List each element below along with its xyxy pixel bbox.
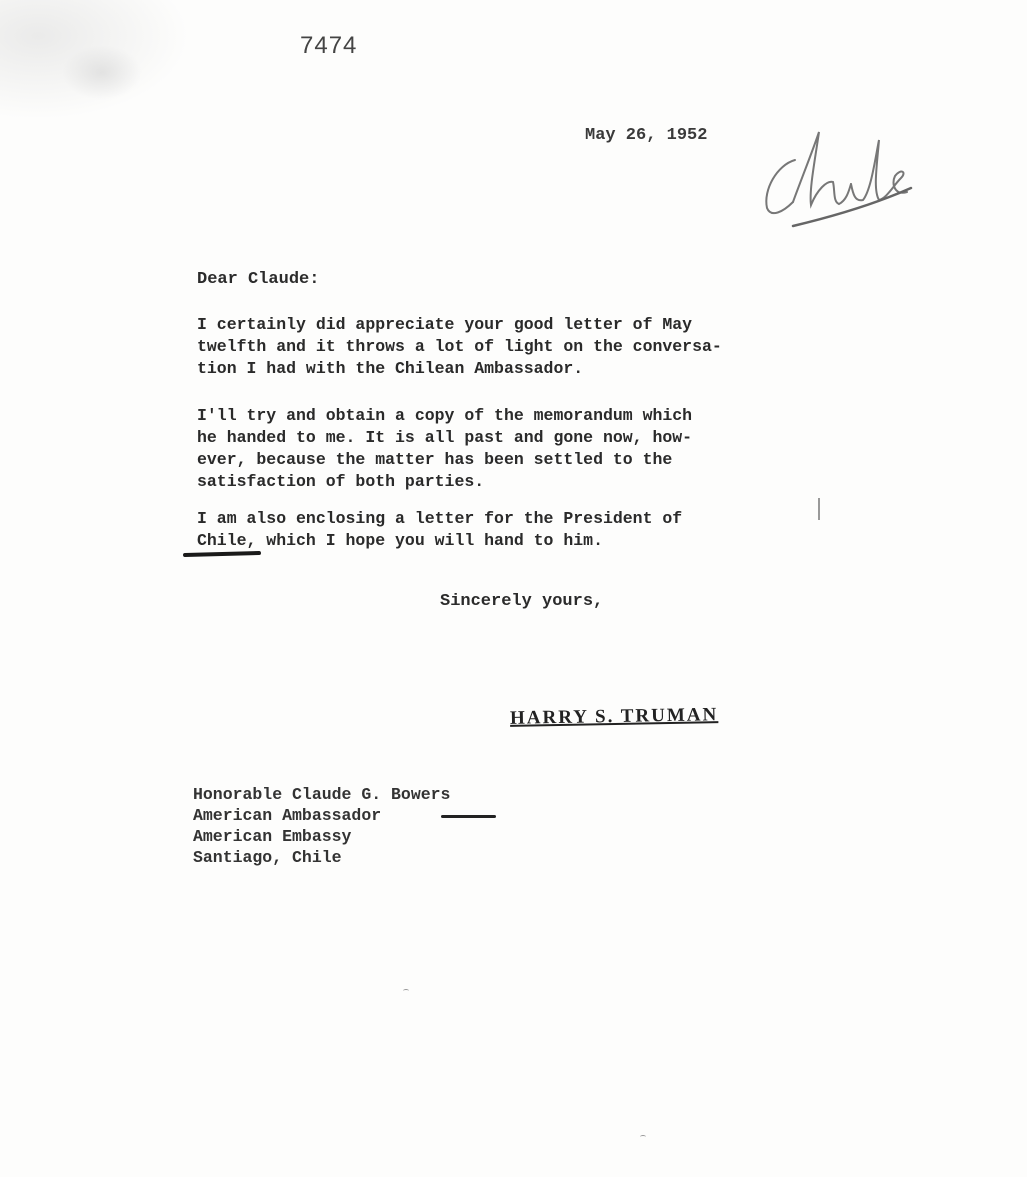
body-paragraph-3 bbox=[197, 508, 787, 552]
closing: Sincerely yours, bbox=[440, 592, 604, 611]
paper-speck bbox=[640, 1135, 646, 1139]
paragraph-line: ever, because the matter has been settled to the bbox=[197, 450, 673, 469]
body-paragraph-2 bbox=[197, 405, 787, 493]
faded-stamp bbox=[62, 45, 142, 100]
paragraph-line: I certainly did appreciate your good letter of May bbox=[197, 315, 693, 334]
salutation: Dear Claude: bbox=[197, 270, 320, 289]
paragraph-line: I'll try and obtain a copy of the memorandum which bbox=[197, 406, 693, 425]
recipient-line: American Ambassador bbox=[193, 806, 382, 825]
paragraph-line: he handed to me. It is all past and gone now, how- bbox=[197, 428, 693, 447]
recipient-address bbox=[193, 784, 450, 868]
paragraph-line: Chile, which I hope you will hand to him. bbox=[197, 531, 603, 550]
paper-speck bbox=[403, 989, 409, 993]
body-paragraph-1 bbox=[197, 314, 787, 380]
recipient-line: Honorable Claude G. Bowers bbox=[193, 785, 451, 804]
letter-date: May 26, 1952 bbox=[585, 126, 708, 145]
paragraph-line: tion I had with the Chilean Ambassador. bbox=[197, 359, 584, 378]
paragraph-line: twelfth and it throws a lot of light on the conversa- bbox=[197, 337, 722, 356]
recipient-line: Santiago, Chile bbox=[193, 848, 342, 867]
pen-dash-mark bbox=[441, 815, 496, 818]
paragraph-line: I am also enclosing a letter for the President of bbox=[197, 509, 683, 528]
margin-pencil-mark bbox=[818, 498, 820, 520]
signature-stamp: HARRY S. TRUMAN bbox=[509, 704, 719, 729]
pen-underline-mark bbox=[183, 551, 261, 557]
handwritten-annotation-chile bbox=[755, 120, 925, 235]
recipient-line: American Embassy bbox=[193, 827, 352, 846]
paragraph-line: satisfaction of both parties. bbox=[197, 472, 485, 491]
file-number: 7474 bbox=[300, 32, 358, 59]
